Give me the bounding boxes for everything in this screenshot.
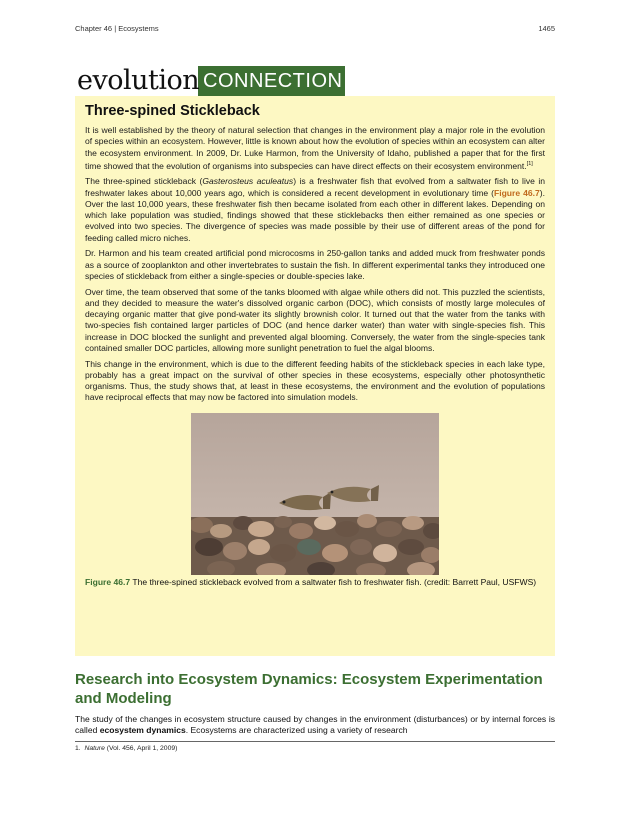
chapter-title: Chapter 46 | Ecosystems	[75, 24, 159, 33]
species-name: Gasterosteus aculeatus	[202, 176, 294, 187]
callout-box	[75, 96, 555, 656]
footnote	[75, 745, 177, 752]
figure-link[interactable]: Figure 46.7	[493, 187, 540, 198]
footnote-divider	[75, 741, 555, 742]
fish-2	[327, 485, 379, 502]
p2-text-b: ) is a freshwater fish that evolved from a saltwater fish to live in freshwater lakes about 10,000 years ago, which is considered a recent development in evolutionary time (	[85, 176, 546, 198]
fish-1	[279, 492, 331, 510]
callout-paragraph-4: Over time, the team observed that some of the tanks bloomed with algae while others did not. This puzzled the scientists, and they decided to measure the water's dissolved organic carbon (DOC), which consists of mostly large molecules of decaying organic matter that give pond-water its slightly brownish color. It turned out that the water from the tanks with two-species fish contained larger particles of DOC (and hence darker water) than water with single-species fish. This increase in DOC blocked the sunlight and prevented algal blooming. Conversely, the water from the single-species tank contained smaller DOC particles, allowing more sunlight penetration to fuel the algal blooms.	[85, 286, 545, 353]
section-heading: Research into Ecosystem Dynamics: Ecosystem Experimentation and Modeling	[75, 671, 543, 707]
figure-label: Figure 46.7	[85, 576, 131, 587]
page-number: 1465	[538, 24, 555, 33]
figure-caption	[85, 577, 545, 588]
p2-text-c: ). Over the last 10,000 years, these freshwater fish then became isolated from each other in different lakes. Depending on which lake population was studied, findings showed that these sticklebacks then either remained as one species or evolved into two species. The divergence of species was made possible by their use of different areas of the pond for feeding called micro niches.	[85, 187, 545, 243]
callout-title: Three-spined Stickleback	[85, 103, 260, 119]
callout-paragraph-1	[85, 125, 545, 172]
section-text-b: . Ecosystems are characterized using a variety of research	[185, 725, 408, 736]
footnote-details: (Vol. 456, April 1, 2009)	[106, 745, 178, 752]
callout-paragraph-2	[85, 176, 545, 244]
key-term: ecosystem dynamics	[99, 725, 186, 736]
callout-paragraph-5: This change in the environment, which is due to the different feeding habits of the stickleback species in each lake type, probably has a great impact on the survival of other species in these ecosystems, especially other photosynthetic organisms. Thus, the study shows that, at least in these ecosystems, the environment and the evolution of populations have reciprocal effects that may now be factored into simulation models.	[85, 358, 545, 403]
p1-text: It is well established by the theory of natural selection that changes in the environment play a major role in the evolution of species within an ecosystem. However, little is known about how the evolution of species within an ecosystem can alter the ecosystem environment. In 2009, Dr. Luke Harmon, from the University of Idaho, published a paper that for the first time showed that the evolution of organisms into subspecies can have direct effects on their ecosystem environment.	[85, 125, 545, 171]
callout-paragraph-3: Dr. Harmon and his team created artificial pond microcosms in 250-gallon tanks and added muck from freshwater ponds as a source of zooplankton and other invertebrates to sustain the fish. In different experimental tanks they introduced one species of stickleback from either a single-species or double-species lake.	[85, 248, 545, 281]
stickleback-photo	[191, 413, 439, 575]
figure-caption-text: The three-spined stickleback evolved from a saltwater fish to freshwater fish. (credit: Barrett Paul, USFWS)	[132, 576, 537, 587]
banner-evolution-logo: evolution	[77, 66, 200, 96]
banner-connection-label: CONNECTION	[203, 70, 343, 92]
p2-text-a: The three-spined stickleback (	[85, 176, 203, 187]
footnote-marker[interactable]: [1]	[526, 160, 533, 167]
footnote-number: 1.	[75, 745, 81, 752]
footnote-journal: Nature	[84, 745, 105, 752]
section-paragraph	[75, 714, 555, 737]
evolution-connection-banner	[75, 66, 345, 96]
section-text-a: The study of the changes in ecosystem structure caused by changes in the environment (disturbances) or by internal forces is called	[75, 714, 555, 736]
pebble-bed	[191, 514, 439, 575]
